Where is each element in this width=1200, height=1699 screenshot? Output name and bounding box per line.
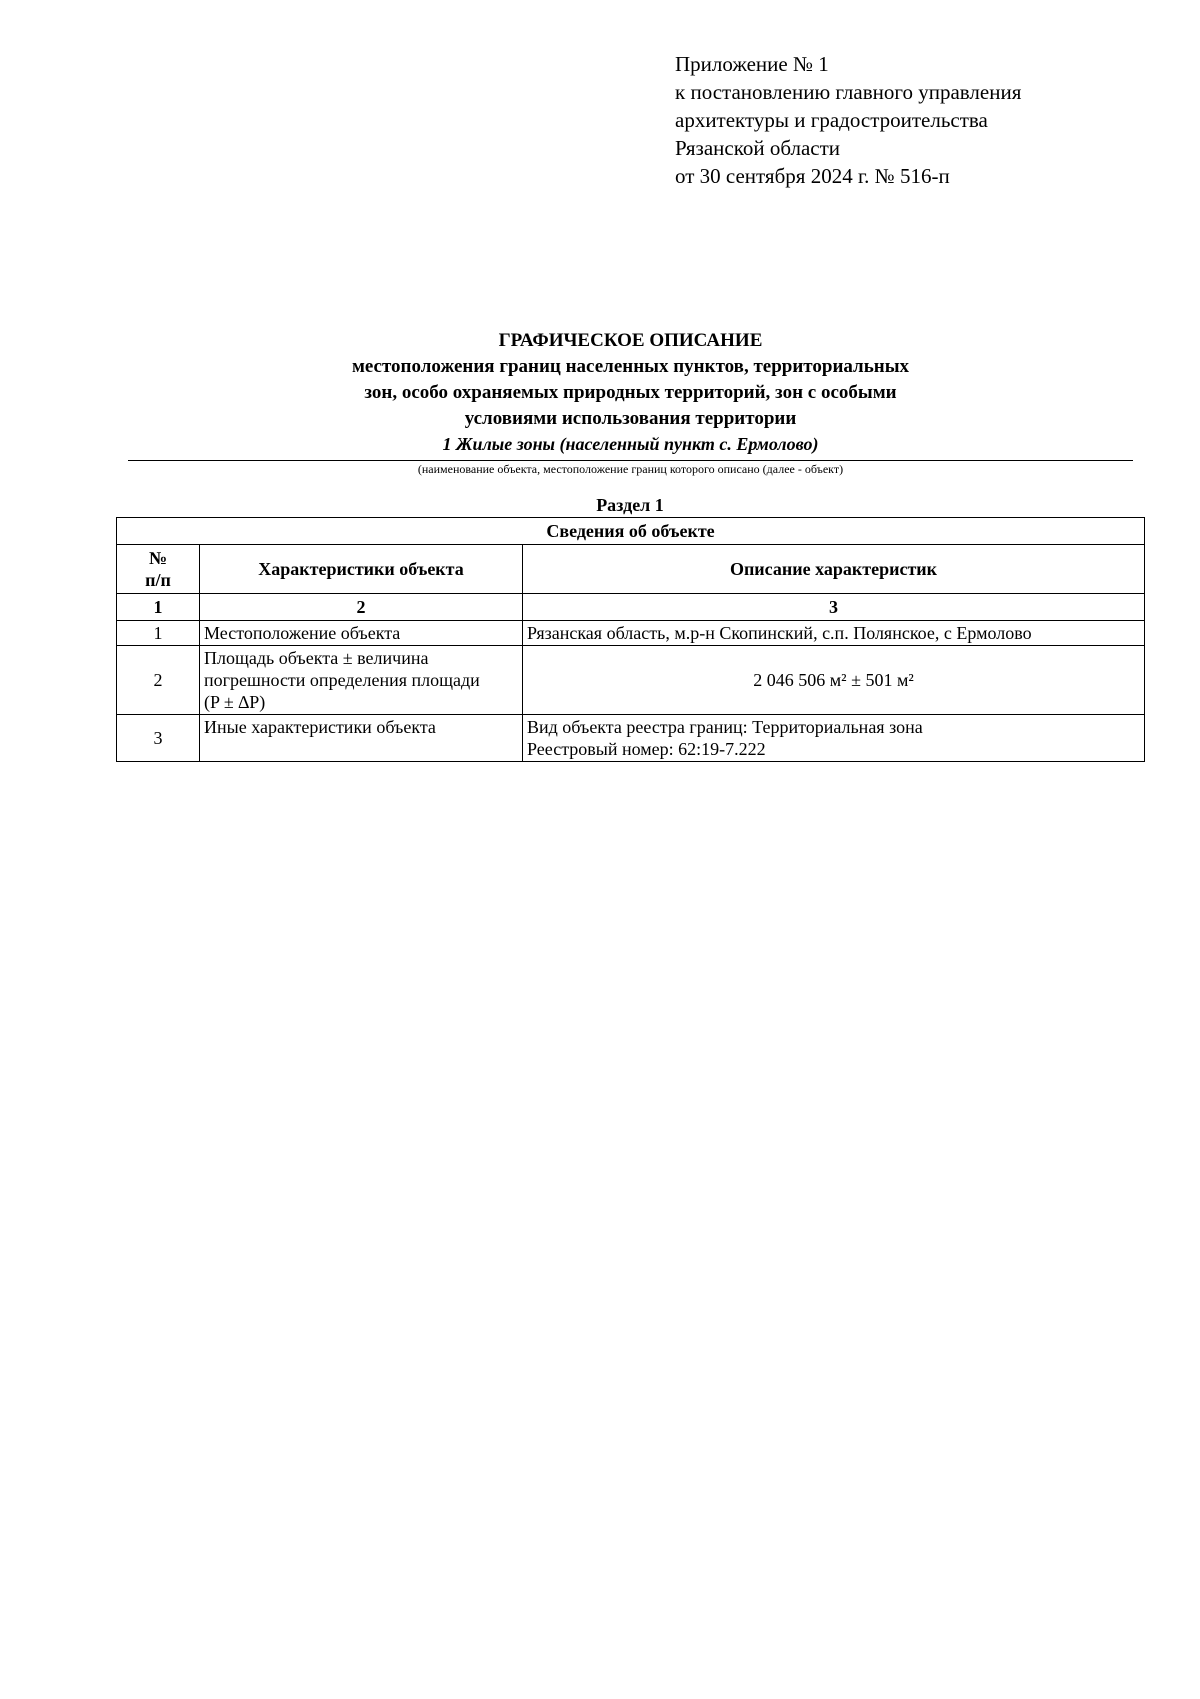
column-number-row bbox=[117, 594, 1145, 621]
table-row bbox=[117, 715, 1145, 762]
row-description: Рязанская область, м.р-н Скопинский, с.п. Полянское, с Ермолово bbox=[523, 621, 1145, 646]
row-characteristic-line: (P ± ∆P) bbox=[204, 692, 266, 712]
document-title-block bbox=[128, 328, 1133, 456]
row-description: 2 046 506 м² ± 501 м² bbox=[523, 646, 1145, 715]
table-row bbox=[117, 646, 1145, 715]
column-number: 3 bbox=[523, 594, 1145, 621]
row-characteristic-line: Площадь объекта ± величина bbox=[204, 648, 429, 668]
appendix-line: архитектуры и градостроительства bbox=[675, 108, 988, 132]
column-number: 2 bbox=[200, 594, 523, 621]
table-caption: Сведения об объекте bbox=[117, 518, 1145, 545]
header-num-line: п/п bbox=[145, 570, 171, 590]
document-subtitle-line: местоположения границ населенных пунктов, территориальных bbox=[351, 356, 910, 377]
appendix-line: Рязанской области bbox=[675, 136, 841, 160]
column-number: 1 bbox=[117, 594, 200, 621]
document-subtitle-line: условиями использования территории bbox=[464, 408, 797, 429]
table-row bbox=[117, 621, 1145, 646]
appendix-line: Приложение № 1 bbox=[675, 52, 829, 76]
row-characteristic: Местоположение объекта bbox=[200, 621, 523, 646]
row-description bbox=[523, 715, 1145, 762]
row-num: 2 bbox=[117, 646, 200, 715]
header-num-line: № bbox=[148, 548, 168, 568]
appendix-header bbox=[675, 50, 1021, 190]
object-info-table bbox=[116, 517, 1145, 762]
document-title: ГРАФИЧЕСКОЕ ОПИСАНИЕ bbox=[498, 330, 763, 351]
row-num: 1 bbox=[117, 621, 200, 646]
table-header-row bbox=[117, 545, 1145, 594]
table-caption-row bbox=[117, 518, 1145, 545]
section-title: Раздел 1 bbox=[596, 495, 664, 515]
row-description-line: Вид объекта реестра границ: Территориальная зона bbox=[527, 717, 923, 737]
header-description: Описание характеристик bbox=[523, 545, 1145, 594]
object-name: 1 Жилые зоны (населенный пункт с. Ермолово) bbox=[442, 434, 819, 454]
appendix-line: к постановлению главного управления bbox=[675, 80, 1022, 104]
row-characteristic bbox=[200, 646, 523, 715]
header-characteristic: Характеристики объекта bbox=[200, 545, 523, 594]
rule-caption: (наименование объекта, местоположение границ которого описано (далее - объект) bbox=[417, 462, 844, 476]
row-characteristic: Иные характеристики объекта bbox=[200, 715, 523, 762]
appendix-line: от 30 сентября 2024 г. № 516-п bbox=[675, 164, 950, 188]
row-characteristic-line: погрешности определения площади bbox=[204, 670, 480, 690]
row-description-line: Реестровый номер: 62:19-7.222 bbox=[527, 739, 766, 759]
header-num bbox=[117, 545, 200, 594]
row-num: 3 bbox=[117, 715, 200, 762]
document-subtitle-line: зон, особо охраняемых природных территорий, зон с особыми bbox=[364, 382, 897, 403]
